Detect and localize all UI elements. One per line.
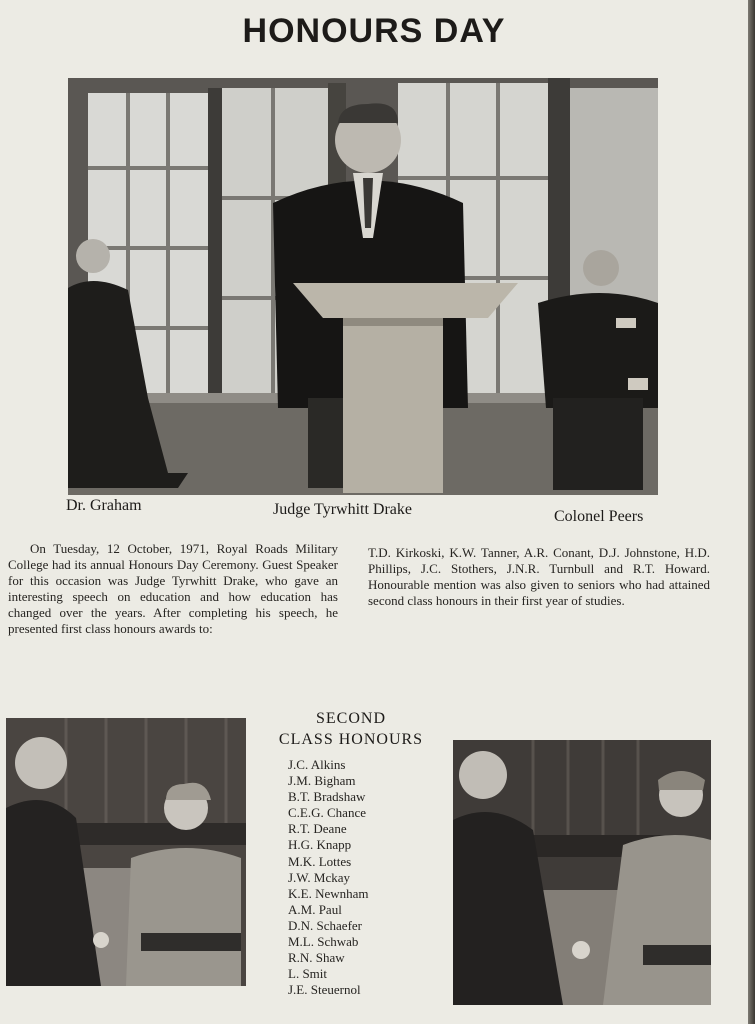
honours-name: J.E. Steuernol <box>288 982 361 998</box>
second-class-heading <box>262 708 440 750</box>
page-edge-shadow <box>748 0 755 1024</box>
handshake-photo-left <box>6 718 246 986</box>
main-photo-image <box>68 78 658 495</box>
handshake-right-image <box>453 740 711 1005</box>
handshake-left-image <box>6 718 246 986</box>
honours-name: J.C. Alkins <box>288 757 346 772</box>
second-class-heading-line2: CLASS HONOURS <box>278 731 424 748</box>
honours-name: J.M. Bigham <box>288 773 356 789</box>
honours-name: A.M. Paul <box>288 901 342 917</box>
page-title: HONOURS DAY <box>242 12 506 50</box>
honours-name: R.T. Deane <box>288 821 347 837</box>
honours-name: C.E.G. Chance <box>288 805 366 821</box>
second-class-names-list <box>288 757 369 998</box>
article-column-1-text: On Tuesday, 12 October, 1971, Royal Roads Military College had its annual Honours Day Ceremony. Guest Speaker for this occasion was Judge Tyrwhitt Drake, who gave an interesting speech on education and how education has changed over the years. After completing his speech, he presented first class honours awards to: <box>8 541 338 636</box>
main-photo-ceremony <box>68 78 658 495</box>
honours-name: K.E. Newnham <box>288 885 369 901</box>
article-column-2 <box>368 545 710 609</box>
caption-dr-graham: Dr. Graham <box>66 497 142 514</box>
honours-name: D.N. Schaefer <box>288 917 362 933</box>
article-column-2-text: T.D. Kirkoski, K.W. Tanner, A.R. Conant, D.J. Johnstone, H.D. Phillips, J.C. Stothers, J.N.R. Turnbull and R.T. Howard. Honourable mention was also given to seniors who had attained second class honours in their first year of studies. <box>368 545 710 608</box>
honours-name: M.L. Schwab <box>288 934 359 950</box>
caption-judge-drake: Judge Tyrwhitt Drake <box>273 501 412 518</box>
second-class-heading-line1: SECOND <box>315 710 386 727</box>
caption-colonel-peers: Colonel Peers <box>554 508 644 525</box>
honours-name: R.N. Shaw <box>288 950 345 966</box>
article-column-1 <box>8 541 338 637</box>
honours-name: H.G. Knapp <box>288 837 352 853</box>
honours-name: J.W. Mckay <box>288 869 350 885</box>
honours-name: L. Smit <box>288 966 328 982</box>
honours-name: B.T. Bradshaw <box>288 789 366 805</box>
honours-name: M.K. Lottes <box>288 853 352 869</box>
handshake-photo-right <box>453 740 711 1005</box>
